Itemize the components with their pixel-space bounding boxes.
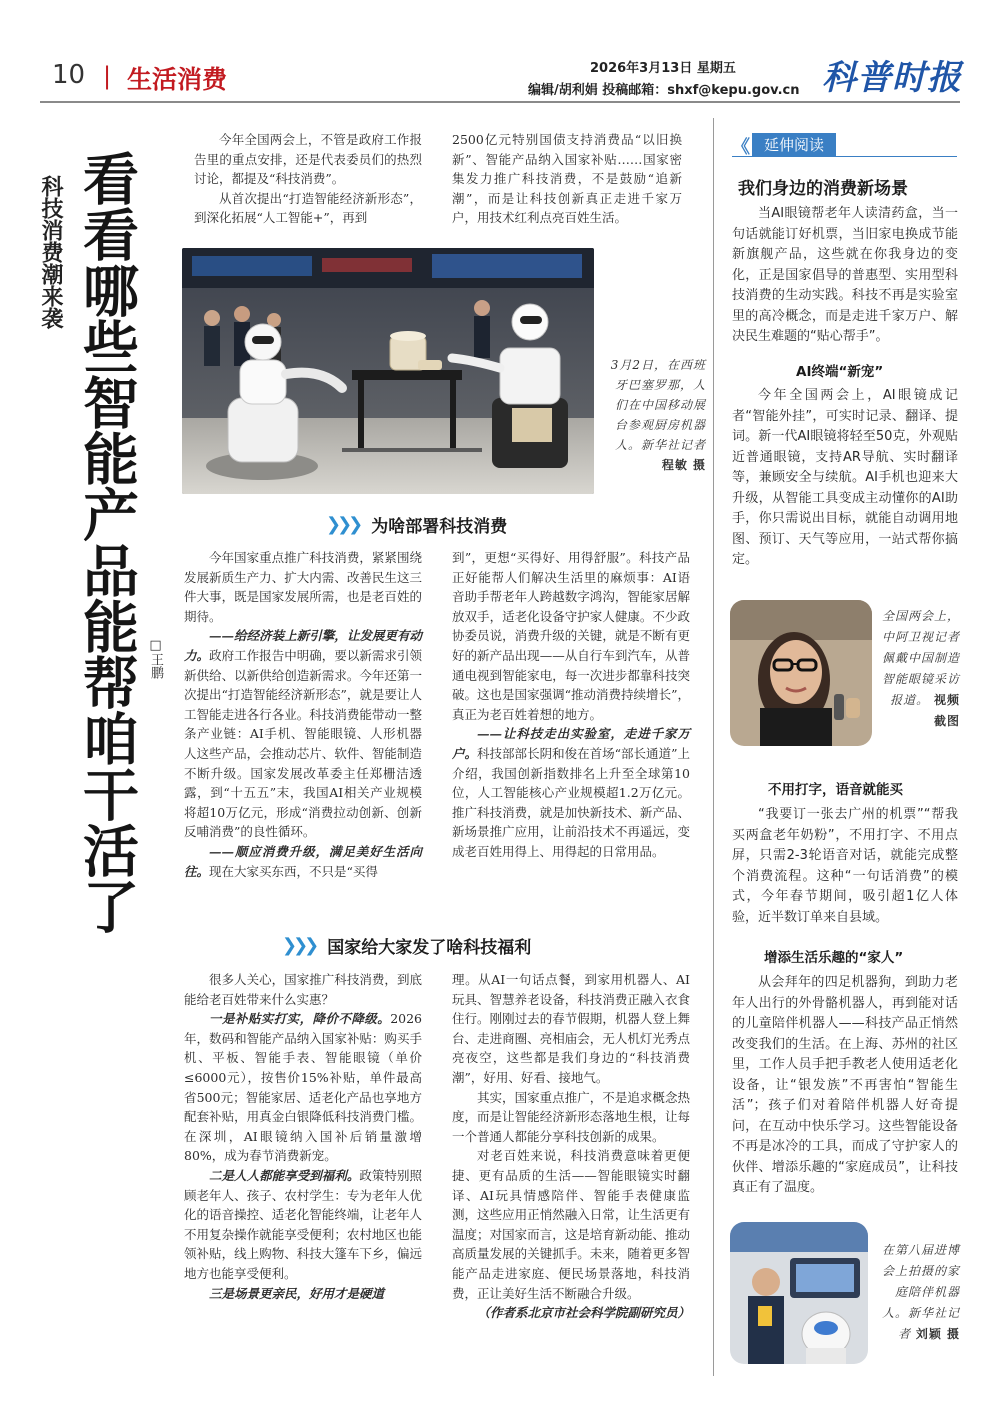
intro-paragraph: 从首次提出“打造智能经济新形态”，到深化拓展“人工智能+”，再到 bbox=[194, 190, 422, 226]
section1-column-1 bbox=[184, 548, 422, 881]
section2-column-1 bbox=[184, 970, 422, 1303]
photo-caption: 3月2日，在西班牙巴塞罗那，人们在中国移动展台参观厨房机器人。新华社记者 程敏 摄 bbox=[610, 358, 706, 472]
page-number: 10 bbox=[52, 60, 86, 90]
chevron-right-icon: ❯❯❯ bbox=[282, 935, 316, 956]
sidebar-title: 我们身边的消费新场景 bbox=[738, 179, 908, 199]
photo1-caption: 全国两会上，中阿卫视记者佩戴中国制造智能眼镜采访报道。 视频截图 bbox=[881, 609, 960, 728]
sidebar-tag-label: 延伸阅读 bbox=[752, 133, 836, 157]
paragraph: ——让科技走出实验室，走进千家万户。科技部部长阴和俊在首场“部长通道”上介绍，我国创新指数排名上升至全球第10位，人工智能核心产业规模超1.2万亿元。推广科技消费，就是加快新技术、新产品、新场景推广应用，让前沿技术不再遥远，变成老百姓用得上、用得起的日常用品。 bbox=[452, 726, 690, 859]
sidebar-section-2: “我要订一张去广州的机票”“帮我买两盒老年奶粉”，不用打字、不用点屏，只需2-3轮语音对话，就能完成整个消费流程。这种“一句话消费”的模式，今年春节期间，吸引超1亿人体验，近半数订单来自县域。 bbox=[732, 807, 958, 925]
section2-column-2 bbox=[452, 970, 690, 1323]
paragraph: 其实，国家重点推广，不是追求概念热度，而是让智能经济新形态落地生根，让每一个普通人都能分享科技创新的成果。 bbox=[452, 1089, 690, 1144]
intro-paragraph: 2500亿元特别国债支持消费品“以旧换新”、智能产品纳入国家补贴……国家密集发力推广科技消费，不是鼓励“追新潮”，而是让科技创新真正走进千家万户，用技术红利点亮百姓生活。 bbox=[452, 132, 682, 226]
photo2-credit: 刘颖 摄 bbox=[915, 1327, 960, 1341]
paragraph: 三是场景更亲民，好用才是硬道 bbox=[209, 1285, 385, 1301]
smart-glasses-photo bbox=[730, 600, 872, 746]
paragraph: ——给经济装上新引擎，让发展更有动力。政府工作报告中明确，要以新需求引领新供给、以新供给创造新需求。今年还第一次提出“打造智能经济新形态”，就是要让人工智能走进各行各业。科技消费能带动一整条产业链：AI手机、智能眼镜、人形机器人这些产品，会推动芯片、软件、智能制造不断升级。国家发展改革委主任郑栅洁透露，到“十五五”末，我国AI相关产业规模将超10万亿元，形成“消费拉动创新、创新反哺消费”的良性循环。 bbox=[184, 628, 422, 840]
sidebar-heading-3: 增添生活乐趣的“家人” bbox=[764, 950, 904, 966]
section1-title: 为啥部署科技消费 bbox=[371, 517, 508, 537]
photo1-credit: 视频截图 bbox=[933, 693, 960, 728]
sidebar-section-1: 今年全国两会上，AI眼镜成记者“智能外挂”，可实时记录、翻译、提词。新一代AI眼镜将轻至50克，外观贴近普通眼镜，支持AR导航、实时翻译等，兼顾安全与续航。AI手机也迎来大升级，从智能工具变成主动懂你的AI助手，你只需说出目标，就能自动调用地图、预订、天气等应用，一站式帮你搞定。 bbox=[732, 388, 958, 567]
paragraph: ——顺应消费升级，满足美好生活向往。现在大家买东西，不只是“买得 bbox=[184, 843, 422, 879]
photo2-caption: 在第八届进博会上拍摄的家庭陪伴机器人。新华社记者 刘颖 摄 bbox=[881, 1243, 960, 1341]
article-byline: □王鹏 bbox=[148, 638, 163, 679]
sidebar-heading-2: 不用打字，语音就能买 bbox=[768, 782, 903, 798]
section2-title: 国家给大家发了啥科技福利 bbox=[327, 938, 532, 958]
sidebar-section-3: 从会拜年的四足机器狗，到助力老年人出行的外骨骼机器人，再到能对话的儿童陪伴机器人——科技产品正悄然改变我们的生活。在上海、苏州的社区里，工作人员手把手教老人使用适老化设备，让“银发族”不再害怕“智能生活”；孩子们对着陪伴机器人好奇提问，在互动中快乐学习。这些智能设备不再是冰冷的工具，而成了守护家人的伙伴、增添乐趣的“家庭成员”，让科技真正有了温度。 bbox=[732, 975, 958, 1195]
sidebar-heading-1: AI终端“新宠” bbox=[796, 364, 884, 380]
chevron-right-icon: ❯❯❯ bbox=[326, 514, 360, 535]
issue-date: 2026年3月13日 星期五 bbox=[590, 61, 736, 76]
paragraph: 到”，更想“买得好、用得舒服”。科技产品正好能帮人们解决生活里的麻烦事：AI语音助手帮老年人跨越数字鸿沟，智能家居解放双手，适老化设备守护家人健康。不少政协委员说，消费升级的关键，就是不断有更好的新产品出现——从自行车到汽车，从普通电视到智能家电，每一次进步都靠科技突破。这也是国家强调“推动消费持续增长”，真正为老百姓着想的地方。 bbox=[452, 550, 690, 722]
robot-photo bbox=[182, 248, 594, 494]
intro-paragraph: 今年全国两会上，不管是政府工作报告里的重点安排，还是代表委员们的热烈讨论，都提及“科技消费”。 bbox=[194, 132, 422, 187]
newspaper-logo: 科普时报 bbox=[822, 58, 962, 98]
paragraph: 今年国家重点推广科技消费，紧紧围绕发展新质生产力、扩大内需、改善民生这三件大事，既是国家发展所需，也是老百姓的期待。 bbox=[184, 550, 422, 624]
sidebar-tag bbox=[732, 133, 957, 157]
paragraph: 一是补贴实打实，降价不降级。2026年，数码和智能产品纳入国家补贴：购买手机、平板、智能手表、智能眼镜（单价≤6000元），按售价15%补贴，单件最高省500元；智能家居、适老化产品也享地方配套补贴，用真金白银降低科技消费门槛。在深圳，AI眼镜纳入国补后销量激增80%，成为春节消费新宠。 bbox=[184, 1011, 422, 1164]
kitchen-robot-illustration bbox=[182, 248, 594, 494]
photo-credit: 程敏 摄 bbox=[661, 458, 706, 472]
column-divider bbox=[713, 118, 714, 1376]
reporter-glasses-illustration bbox=[730, 600, 872, 746]
sidebar-intro: 当AI眼镜帮老年人读清药盒，当一句话就能订好机票，当旧家电换成节能新旗舰产品，这些就在你我身边的变化，正是国家倡导的普惠型、实用型科技消费的生动实践。科技不再是实验室里的高冷概念，而是走进千家万户、解决民生难题的“贴心帮手”。 bbox=[732, 206, 958, 344]
companion-robot-photo bbox=[730, 1222, 868, 1364]
double-chevron-left-icon: 《 bbox=[732, 137, 750, 158]
paragraph: 二是人人都能享受到福利。政策特别照顾老年人、孩子、农村学生：专为老年人优化的语音操控、适老化智能终端，让老年人不用复杂操作就能享受便利；农村地区也能领补贴，线上购物、科技大篷车下乡，偏远地方也能享受便利。 bbox=[184, 1167, 422, 1281]
section2-heading bbox=[282, 933, 531, 958]
intro-column-1 bbox=[194, 130, 422, 228]
article-kicker: 科技消费潮来袭 bbox=[38, 175, 64, 329]
section-name: 生活消费 bbox=[127, 65, 228, 94]
paragraph: 对老百姓来说，科技消费意味着更便捷、更有品质的生活——智能眼镜实时翻译、AI玩具情感陪伴、智能手表健康监测，这些应用正悄然融入日常，让生活更有温度；对国家而言，这是培育新动能、推动高质量发展的关键抓手。未来，随着更多智能产品走进家庭、便民场景落地，科技消费，正让美好生活不断融合升级。 bbox=[452, 1148, 690, 1301]
companion-robot-illustration bbox=[730, 1222, 868, 1364]
paragraph: 很多人关心，国家推广科技消费，到底能给老百姓带来什么实惠？ bbox=[184, 972, 422, 1007]
editor-info: 编辑/胡利娟 投稿邮箱：shxf@kepu.gov.cn bbox=[528, 83, 800, 98]
header-separator: | bbox=[103, 62, 112, 90]
header-rule bbox=[40, 101, 960, 103]
section1-column-2 bbox=[452, 548, 690, 862]
article-headline: 看看哪些智能产品能帮咱干活了 bbox=[74, 150, 139, 934]
author-note: （作者系北京市社会科学院副研究员） bbox=[477, 1305, 690, 1321]
paragraph: 理。从AI一句话点餐，到家用机器人、AI玩具、智慧养老设备，科技消费正融入衣食住行。刚刚过去的春节假期，机器人登上舞台、走进商圈、亮相庙会，无人机灯光秀点亮夜空，这些都是我们身边的“科技消费潮”，好用、好看、接地气。 bbox=[452, 972, 690, 1085]
section1-heading bbox=[326, 512, 507, 537]
intro-column-2 bbox=[452, 130, 682, 228]
